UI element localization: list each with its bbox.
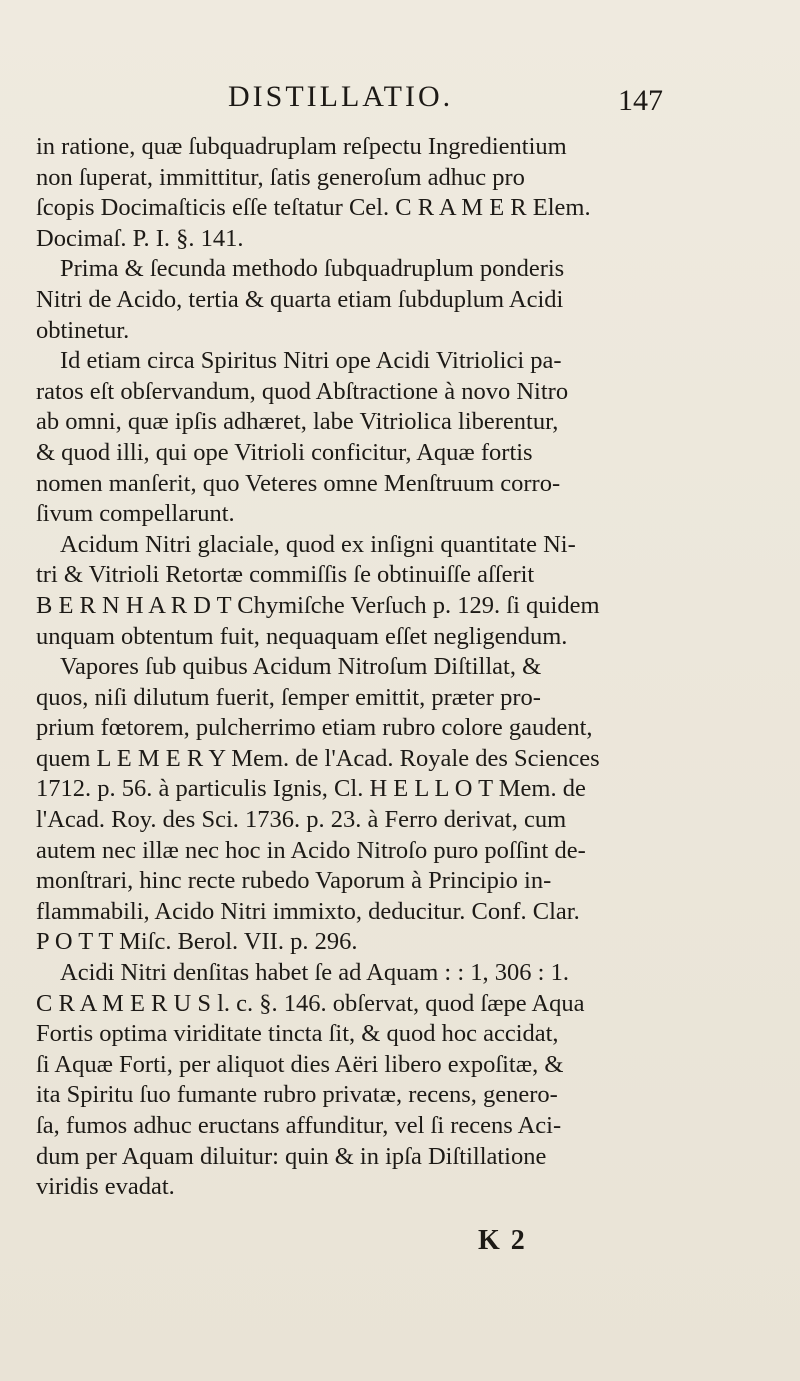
text-line: Vapores ſub quibus Acidum Nitroſum Diſtillat, &: [60, 653, 542, 681]
text-line: tri & Vitrioli Retortæ commiſſis ſe obtinuiſſe aſſerit: [36, 561, 535, 589]
text-line: non ſuperat, immittitur, ſatis generoſum adhuc pro: [36, 163, 525, 191]
text-line: in ratione, quæ ſubquadruplam reſpectu Ingredientium: [36, 133, 567, 160]
text-line: l'Acad. Roy. des Sci. 1736. p. 23. à Ferro derivat, cum: [36, 806, 567, 834]
text-line: B E R N H A R D T Chymiſche Verſuch p. 129. ſi quidem: [36, 591, 600, 619]
text-line: C R A M E R U S l. c. §. 146. obſervat, quod ſæpe Aqua: [36, 989, 585, 1017]
running-title: DISTILLATIO.: [228, 80, 454, 113]
text-line: ſi Aquæ Forti, per aliquot dies Aëri libero expoſitæ, &: [36, 1050, 564, 1078]
running-head: [0, 80, 800, 120]
text-line: Nitri de Acido, tertia & quarta etiam ſubduplum Acidi: [36, 285, 564, 313]
text-line: ratos eſt obſervandum, quod Abſtractione à novo Nitro: [36, 377, 569, 405]
text-line: ſcopis Docimaſticis eſſe teſtatur Cel. C R A M E R Elem.: [36, 194, 591, 222]
text-line: Fortis optima viriditate tincta ſit, & quod hoc accidat,: [36, 1020, 559, 1048]
text-line: P O T T Miſc. Berol. VII. p. 296.: [36, 928, 358, 956]
page-number: 147: [618, 84, 663, 117]
text-line: Acidi Nitri denſitas habet ſe ad Aquam : : 1, 306 : 1.: [60, 959, 569, 987]
text-line: quos, niſi dilutum fuerit, ſemper emittit, præter pro-: [36, 683, 541, 711]
text-line: prium fœtorem, pulcherrimo etiam rubro colore gaudent,: [36, 714, 593, 742]
text-line: autem nec illæ nec hoc in Acido Nitroſo puro poſſint de-: [36, 836, 586, 864]
text-line: unquam obtentum fuit, nequaquam eſſet negligendum.: [36, 622, 568, 650]
text-line: viridis evadat.: [36, 1173, 175, 1201]
text-line: Prima & ſecunda methodo ſubquadruplum ponderis: [60, 255, 565, 283]
text-line: flammabili, Acido Nitri immixto, deducitur. Conf. Clar.: [36, 897, 580, 925]
text-line: & quod illi, qui ope Vitrioli conficitur, Aquæ fortis: [36, 438, 533, 466]
body-text: [36, 132, 756, 1203]
signature-mark: K 2: [478, 1225, 527, 1256]
text-line: monſtrari, hinc recte rubedo Vaporum à Principio in-: [36, 867, 552, 895]
text-line: ab omni, quæ ipſis adhæret, labe Vitriolica liberentur,: [36, 408, 559, 436]
text-line: Docimaſ. P. I. §. 141.: [36, 224, 244, 252]
text-line: Id etiam circa Spiritus Nitri ope Acidi Vitriolici pa-: [60, 347, 562, 375]
text-line: dum per Aquam diluitur: quin & in ipſa Diſtillatione: [36, 1142, 547, 1170]
text-line: Acidum Nitri glaciale, quod ex inſigni quantitate Ni-: [60, 530, 576, 558]
text-line: obtinetur.: [36, 316, 130, 344]
text-line: 1712. p. 56. à particulis Ignis, Cl. H E L L O T Mem. de: [36, 775, 586, 803]
text-line: nomen manſerit, quo Veteres omne Menſtruum corro-: [36, 469, 561, 497]
text-line: ſivum compellarunt.: [36, 500, 235, 528]
text-line: quem L E M E R Y Mem. de l'Acad. Royale des Sciences: [36, 744, 600, 772]
text-line: ſa, fumos adhuc eructans affunditur, vel ſi recens Aci-: [36, 1112, 562, 1139]
text-line: ita Spiritu ſuo fumante rubro privatæ, recens, genero-: [36, 1081, 558, 1109]
